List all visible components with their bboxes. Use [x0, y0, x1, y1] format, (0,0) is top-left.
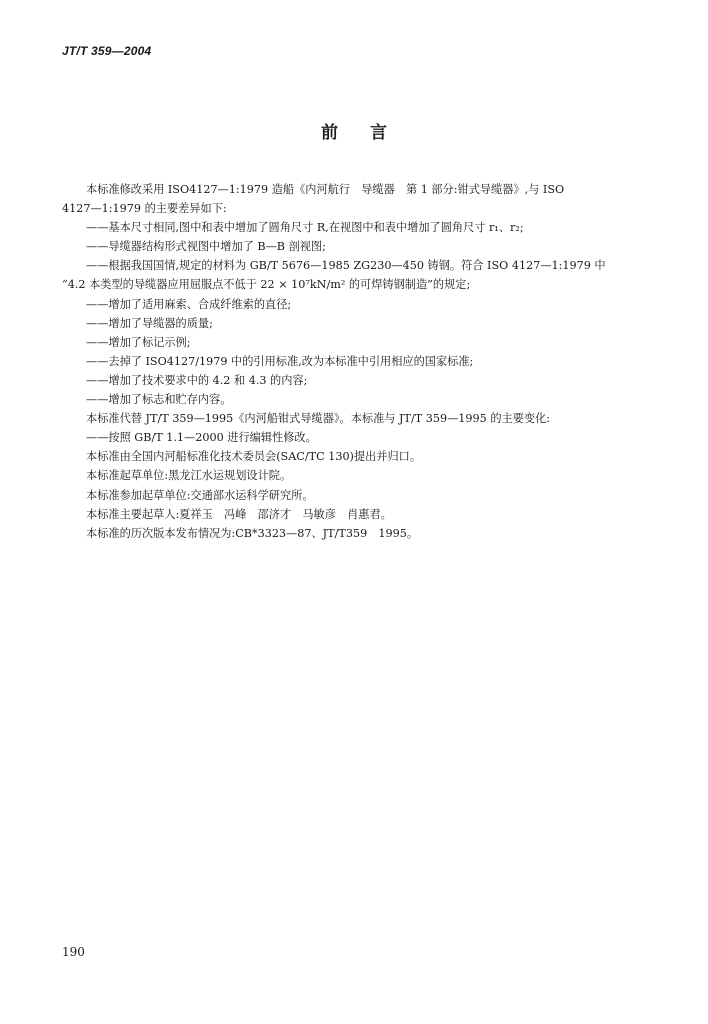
difference-item: ——导缆器结构形式视图中增加了 B—B 剖视图;: [86, 240, 326, 254]
title-char-1: 前: [321, 123, 338, 143]
difference-item: ——去掉了 ISO4127/1979 中的引用标准,改为本标准中引用相应的国家标准;: [86, 354, 474, 368]
paragraph-line: 本标准主要起草人:夏祥玉 冯峰 邵济才 马敏彦 肖惠君。: [86, 507, 392, 521]
title-char-2: 言: [370, 123, 387, 143]
paragraph-line: 本标准由全国内河船标准化技术委员会(SAC/TC 130)提出并归口。: [86, 450, 422, 464]
difference-item: ——按照 GB/T 1.1—2000 进行编辑性修改。: [86, 431, 317, 445]
paragraph-line: “4.2 本类型的导缆器应用屈服点不低于 22 × 10⁷kN/m² 的可焊铸钢制造”的规定;: [62, 278, 471, 292]
paragraph-line: 本标准修改采用 ISO4127—1:1979 造船《内河航行 导缆器 第 1 部分:钳式导缆器》,与 ISO: [86, 183, 565, 196]
paragraph-line: 4127—1:1979 的主要差异如下:: [62, 202, 227, 216]
difference-item: ——增加了技术要求中的 4.2 和 4.3 的内容;: [86, 373, 308, 387]
difference-item: ——根据我国国情,规定的材料为 GB/T 5676—1985 ZG230—450 铸钢。符合 ISO 4127—1:1979 中: [86, 259, 606, 273]
foreword-body: [62, 180, 662, 543]
paragraph-line: 本标准代替 JT/T 359—1995《内河船钳式导缆器》。本标准与 JT/T 359—1995 的主要变化:: [86, 412, 551, 426]
paragraph-line: 本标准起草单位:黑龙江水运规划设计院。: [86, 469, 292, 483]
difference-item: ——基本尺寸相同,图中和表中增加了圆角尺寸 R,在视图中和表中增加了圆角尺寸 r₁、r₂;: [86, 221, 524, 235]
standard-code: JT/T 359—2004: [62, 44, 152, 58]
page-title: [0, 118, 708, 143]
paragraph-line: 本标准的历次版本发布情况为:CB*3323—87、JT/T359 1995。: [86, 526, 419, 540]
difference-item: ——增加了标记示例;: [86, 335, 191, 349]
paragraph-line: 本标准参加起草单位:交通部水运科学研究所。: [86, 488, 314, 502]
difference-item: ——增加了标志和贮存内容。: [86, 393, 232, 407]
page-number: 190: [62, 945, 85, 959]
difference-item: ——增加了导缆器的质量;: [86, 316, 213, 330]
difference-item: ——增加了适用麻索、合成纤维索的直径;: [86, 297, 292, 311]
